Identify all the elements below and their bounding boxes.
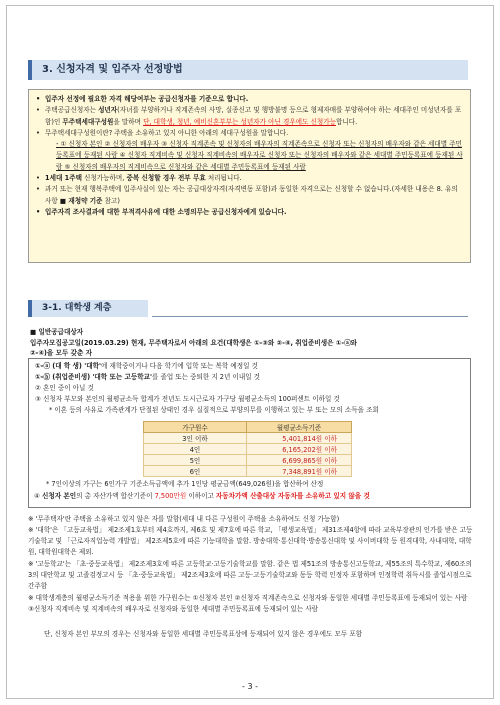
income-note: * 이혼 등의 사유로 가족관계가 단절된 상태인 경우 실질적으로 부양의무를 이행하고 있는 부 또는 모의 소득을 조회 [49, 406, 379, 414]
section-title: 3. 신청자격 및 입주자 선정방법 [42, 64, 183, 75]
notice-item: • 주택공급신청자는 성년자(자녀를 부양하거나 직계존속의 사망, 실종신고 및 행방불명 등으로 형제자매를 부양하여야 하는 세대주인 미성년자를 포함)인 무주택세대구성원을 말하며 단, 대학생, 청년, 예비신혼부부는 성년자가 아닌 경우에도 신청가능합니다. [36, 106, 462, 126]
criterion-income: ③ 신청자 부모와 본인의 월평균소득 합계가 전년도 도시근로자 가구당 월평균소득의 100퍼센트 이하일 것 [35, 395, 340, 403]
criterion-student: ①-ⓐ (대 학 생) '대학'에 재학중이거나 다음 학기에 입학 또는 복학 예정일 것 [35, 362, 258, 370]
page-number: - 3 - [242, 682, 258, 691]
table-row: 6인 7,348,891원 이하 [144, 466, 352, 477]
notice-item: • 1세대 1주택 신청가능하며, 중복 신청할 경우 전부 무효 처리됩니다. [36, 174, 242, 183]
criterion-jobseeker: ①-ⓑ (취업준비생) '대학 또는 고등학교'를 졸업 또는 중퇴한 지 2년 이내일 것 [35, 373, 261, 381]
footnote-highschool: ※ '고등학교'는 「초·중등교육법」 제2조제3호에 따른 고등학교·고등기술학교를 말함. 같은 법 제51조의 방송통신고등학교, 제55조의 특수학교, 제60조의3의 대안학교 및 고졸검정고시 등 「초·중등교육법」 제2조제3호에 따른 고등·고등기술학교와 동등 학력 인정자 포함하며 인정학력 취득시를 졸업시점으로 간주함 [28, 560, 472, 590]
notice-subitem: - ① 신청자 본인 ② 신청자의 배우자 ③ 신청자 직계존속 및 신청자의 배우자의 직계존속으로 신청자 또는 신청자의 배우자와 같은 세대별 주민등록표에 등재된 사람 ④ 신청자 직계비속 및 신청자 직계비속의 배우자로 신청자 또는 신청자의 배우자와 같은 세대별 주민등록표에 등재된 사람 ⑤ 신청자의 배우자의 직계비속으로 신청자와 같은 세대별 주민등록표에 등재된 사람 [56, 140, 463, 171]
section-header [28, 60, 468, 80]
general-intro-line1: 입주자모집공고일(2019.03.29) 현재, 무주택자로서 아래의 요건(대학생은 ①-③와 ②-④, 취업준비생은 ①-ⓐ와 [30, 339, 358, 347]
notice-item: • 입주자 선정에 필요한 자격 해당여부는 공급신청자를 기준으로 합니다. [36, 95, 249, 103]
table-header-row [144, 422, 352, 433]
notice-box [28, 89, 471, 263]
criterion-asset: ④ 신청자 본인의 총 자산가액 합산기준이 7,500만원 이하이고 자동차가액 산출대상 자동차를 소유하고 있지 않을 것 [34, 492, 370, 500]
general-heading: ■ 일반공급대상자 [30, 328, 84, 336]
footnote-household: ※ 대학생계층의 월평균소득기준 적용을 위한 가구원수는 ①신청자 본인 ②신청자 직계존속으로 신청자와 동일한 세대별 주민등록표에 등재되어 있는 사람 ③신청자 직계비속 및 직계비속의 배우자로 신청자와 동일한 세대별 주민등록표에 등재되어 있는 사람 [28, 594, 468, 613]
table-header-household: 가구원수 [144, 422, 247, 433]
income-table [143, 421, 352, 477]
footnote-nonhomeowner: ※ '무주택자'란 주택을 소유하고 있지 않은 자를 말함(세대 내 다른 구성원이 주택을 소유하여도 신청 가능함) [28, 515, 340, 523]
notice-item: • 입주자격 조사결과에 대한 부적격사유에 대한 소명의무는 공급신청자에게 있습니다. [36, 207, 287, 216]
seven-person-note: * 7인이상의 가구는 6인가구 기준소득금액에 추가 1인당 평균금액(649,026원)을 합산하여 산정 [46, 480, 324, 488]
subsection-title: 3-1. 대학생 계층 [28, 300, 148, 317]
table-header-income: 월평균소득기준 [247, 422, 352, 433]
subsection-underline [152, 316, 468, 317]
table-row: 3인 이하 5,401,814원 이하 [144, 433, 352, 444]
subsection-header [28, 300, 468, 317]
notice-item: • 무주택세대구성원이란? 주택을 소유하고 있지 아니한 아래의 세대구성원을 말합니다. [36, 128, 289, 137]
general-intro-line2: ②-④)을 모두 갖춘 자 [30, 349, 93, 357]
footnote-parents: 단, 신청자 본인 부모의 경우는 신청자와 동일한 세대별 주민등록표상에 등재되어 있지 않은 경우에도 모두 포함 [44, 630, 363, 638]
notice-item: • 과거 또는 현재 행복주택에 입주사실이 있는 자는 공급대상자격(자격변동 포함)과 동일한 자격으로는 신청할 수 없습니다.(자세한 내용은 8. 유의사항 ■ 재청약 기준 참고) [36, 185, 458, 205]
footnote-university: ※ '대학'은 「고등교육법」 제2조제1호부터 제4호까지, 제6호 및 제7호에 따른 학교, 「평생교육법」 제31조제4항에 따라 교육부장관의 인가를 받은 고등기술학교 및 「근로자직업능력 개발법」 제2조제5호에 따른 기능대학을 말함. 방송대학·통신대학·방송통신대학 및 사이버대학 등 원격대학, 사내대학, 대학원, 대학원대학은 제외. [28, 526, 473, 556]
table-row: 5인 6,699,865원 이하 [144, 455, 352, 466]
criterion-unmarried: ② 혼인 중이 아닐 것 [35, 384, 94, 392]
table-row: 4인 6,165,202원 이하 [144, 444, 352, 455]
